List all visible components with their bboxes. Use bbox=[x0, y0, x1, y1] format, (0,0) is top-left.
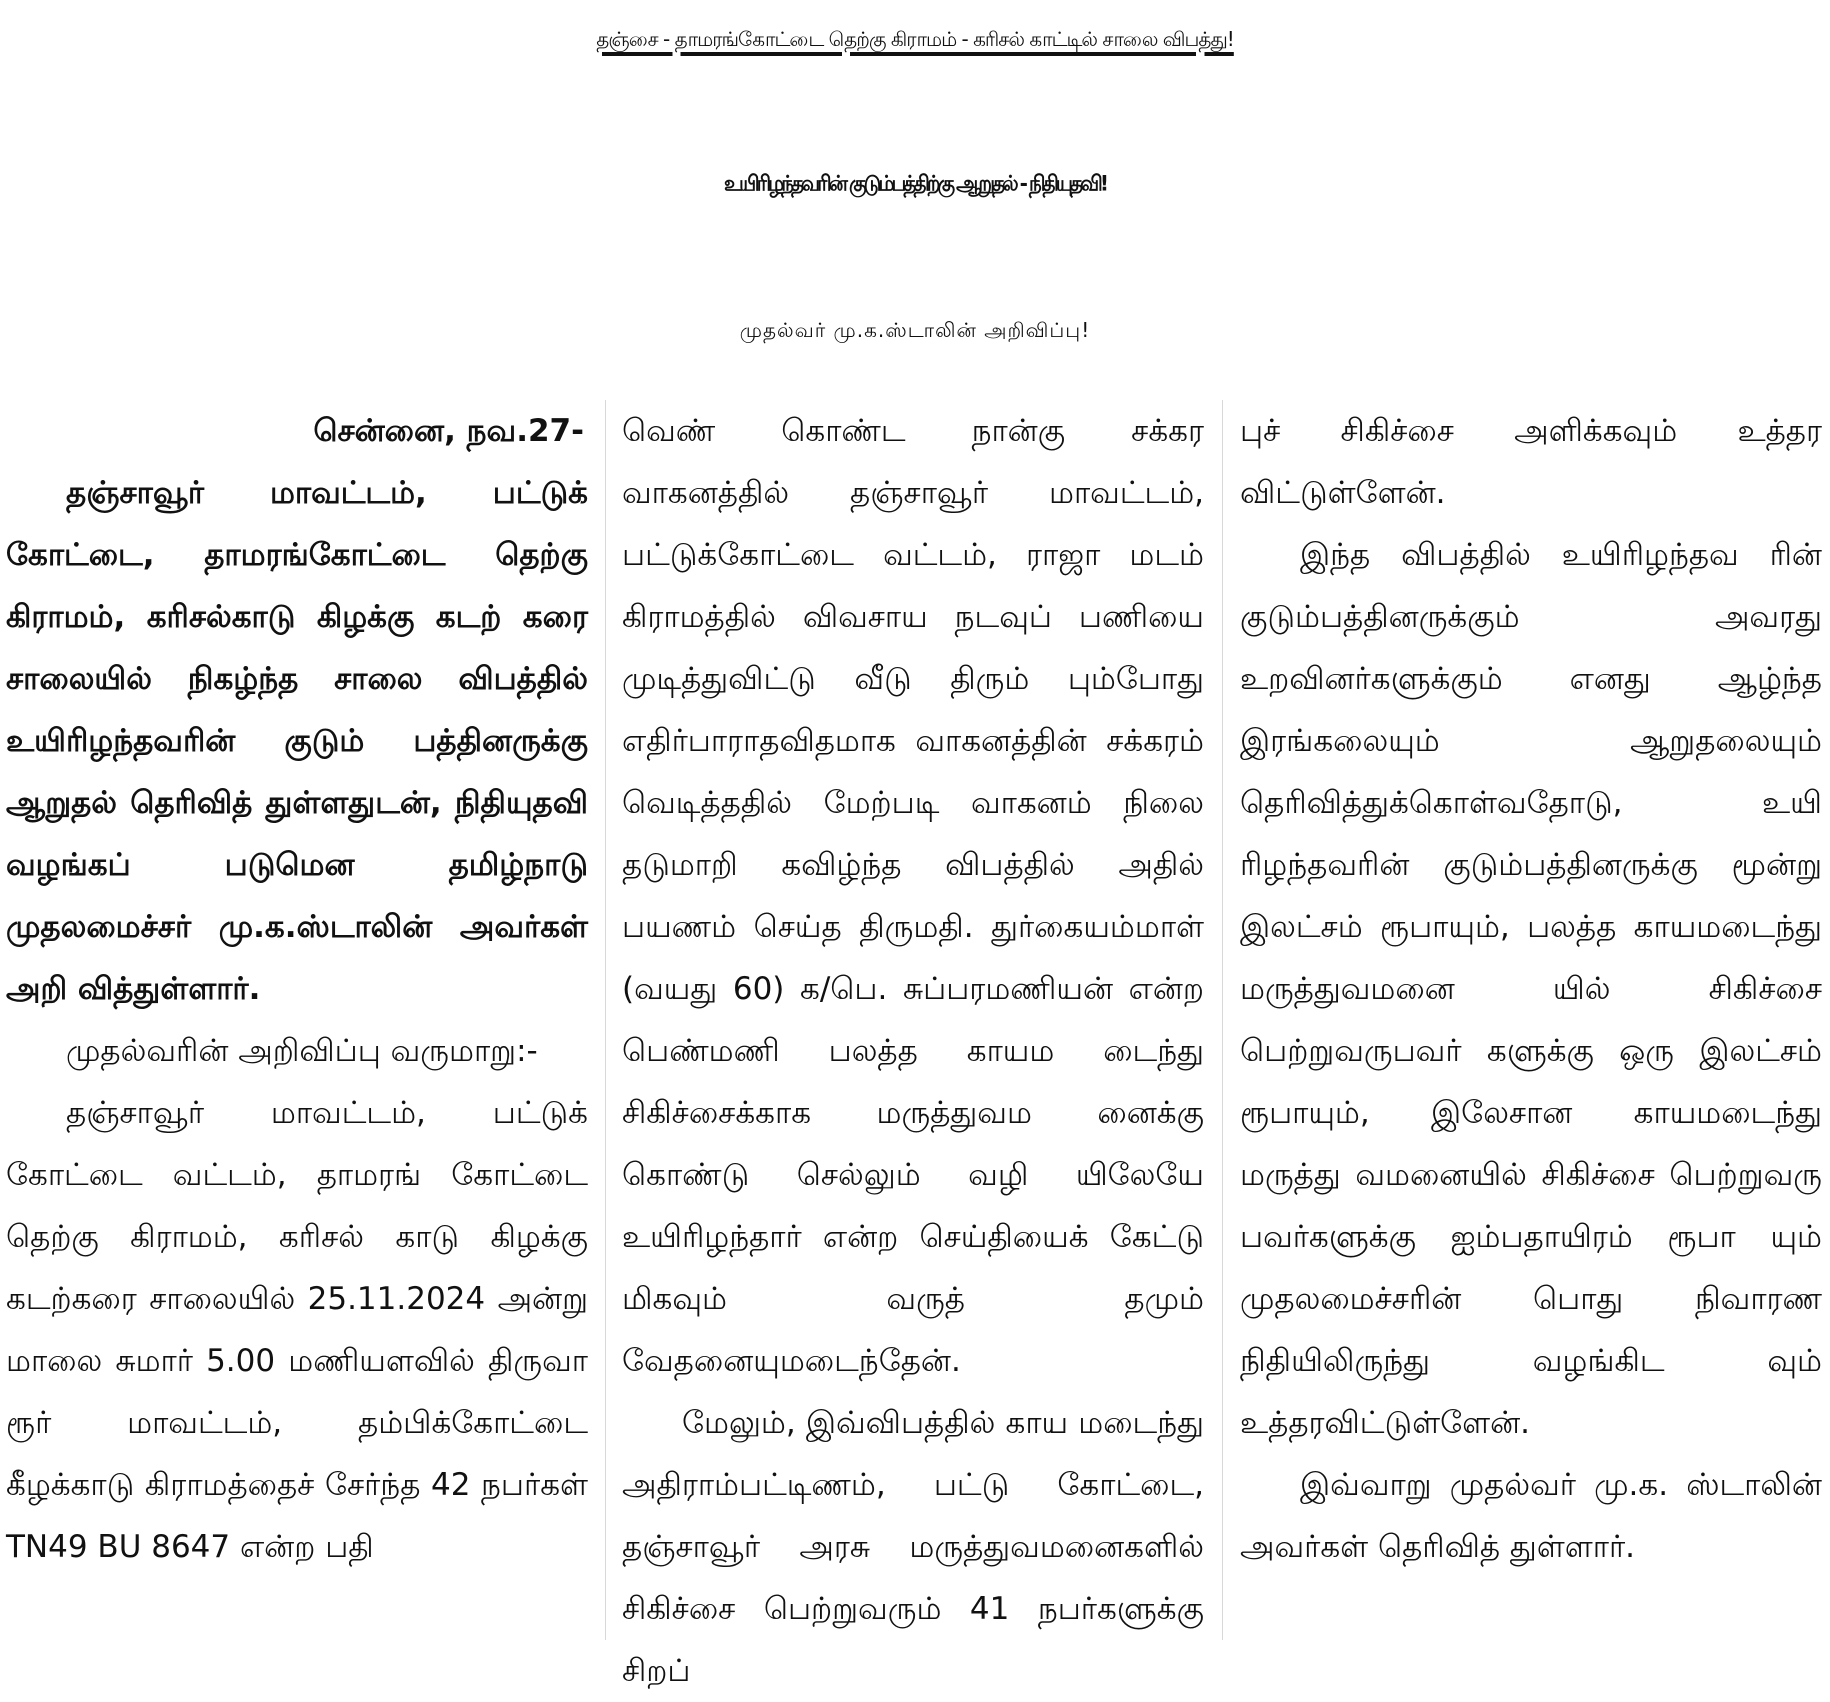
kicker-headline: தஞ்சை - தாமரங்கோட்டை தெற்கு கிராமம் - கரிசல் காட்டில் சாலை விபத்து! bbox=[596, 27, 1234, 51]
lead-paragraph: தஞ்சாவூர் மாவட்டம், பட்டுக் கோட்டை, தாமரங்கோட்டை தெற்கு கிராமம், கரிசல்காடு கிழக்கு கடற் கரை சாலையில் நிகழ்ந்த சாலை விபத்தில் உயிரிழந்தவரின் குடும் பத்தினருக்கு ஆறுதல் தெரிவித் துள்ளதுடன், நிதியுதவி வழங்கப் படுமென தமிழ்நாடு முதலமைச்சர் மு.க.ஸ்டாலின் அவர்கள் அறி வித்துள்ளார். bbox=[6, 475, 588, 1007]
body-paragraph-2: வெண் கொண்ட நான்கு சக்கர வாகனத்தில் தஞ்சாவூர் மாவட்டம், பட்டுக்கோட்டை வட்டம், ராஜா மடம் கிராமத்தில் விவசாய நடவுப் பணியை முடித்துவிட்டு வீடு திரும் பும்போது எதிர்பாராதவிதமாக வாகனத்தின் சக்கரம் வெடித்ததில் மேற்படி வாகனம் நிலை தடுமாறி கவிழ்ந்த விபத்தில் அதில் பயணம் செய்த திருமதி. துர்கையம்மாள் (வயது 60) க/பெ. சுப்பரமணியன் என்ற பெண்மணி பலத்த காயம டைந்து சிகிச்சைக்காக மருத்துவம னைக்கு கொண்டு செல்லும் வழி யிலேயே உயிரிழந்தார் என்ற செய்தியைக் கேட்டு மிகவும் வருத் தமும் வேதனையுமடைந்தேன். bbox=[622, 413, 1204, 1379]
closing-paragraph: இவ்வாறு முதல்வர் மு.க. ஸ்டாலின் அவர்கள் தெரிவித் துள்ளார். bbox=[1240, 1467, 1822, 1565]
intro-paragraph: முதல்வரின் அறிவிப்பு வருமாறு:- bbox=[66, 1033, 538, 1069]
dateline: சென்னை, நவ.27- bbox=[313, 413, 584, 449]
article-column-2 bbox=[622, 400, 1204, 1689]
body-paragraph-5: இந்த விபத்தில் உயிரிழந்தவ ரின் குடும்பத்தினருக்கும் அவரது உறவினர்களுக்கும் எனது ஆழ்ந்த இரங்கலையும் ஆறுதலையும் தெரிவித்துக்கொள்வதோடு, உயி ரிழந்தவரின் குடும்பத்தினருக்கு மூன்று இலட்சம் ரூபாயும், பலத்த காயமடைந்து மருத்துவமனை யில் சிகிச்சை பெற்றுவருபவர் களுக்கு ஒரு இலட்சம் ரூபாயும், இலேசான காயமடைந்து மருத்து வமனையில் சிகிச்சை பெற்றுவரு பவர்களுக்கு ஐம்பதாயிரம் ரூபா யும் முதலமைச்சரின் பொது நிவாரண நிதியிலிருந்து வழங்கிட வும் உத்தரவிட்டுள்ளேன். bbox=[1240, 537, 1822, 1441]
body-paragraph-4: புச் சிகிச்சை அளிக்கவும் உத்தர விட்டுள்ளேன். bbox=[1240, 413, 1822, 511]
main-headline: உயிரிழந்தவரின் குடும்பத்திற்கு ஆறுதல் - நிதியுதவி! bbox=[724, 170, 1106, 196]
column-divider bbox=[1222, 400, 1223, 1640]
body-paragraph-1: தஞ்சாவூர் மாவட்டம், பட்டுக் கோட்டை வட்டம், தாமரங் கோட்டை தெற்கு கிராமம், கரிசல் காடு கிழக்கு கடற்கரை சாலையில் 25.11.2024 அன்று மாலை சுமார் 5.00 மணியளவில் திருவா ரூர் மாவட்டம், தம்பிக்கோட்டை கீழக்காடு கிராமத்தைச் சேர்ந்த 42 நபர்கள் TN49 BU 8647 என்ற பதி bbox=[6, 1095, 588, 1565]
column-divider bbox=[605, 400, 606, 1640]
article-column-3 bbox=[1240, 400, 1822, 1650]
article-column-1 bbox=[6, 400, 588, 1650]
sub-headline: முதல்வர் மு.க.ஸ்டாலின் அறிவிப்பு! bbox=[739, 318, 1091, 342]
body-paragraph-3: மேலும், இவ்விபத்தில் காய மடைந்து அதிராம்பட்டிணம், பட்டு கோட்டை, தஞ்சாவூர் அரசு மருத்துவமனைகளில் சிகிச்சை பெற்றுவரும் 41 நபர்களுக்கு சிறப் bbox=[622, 1405, 1204, 1689]
